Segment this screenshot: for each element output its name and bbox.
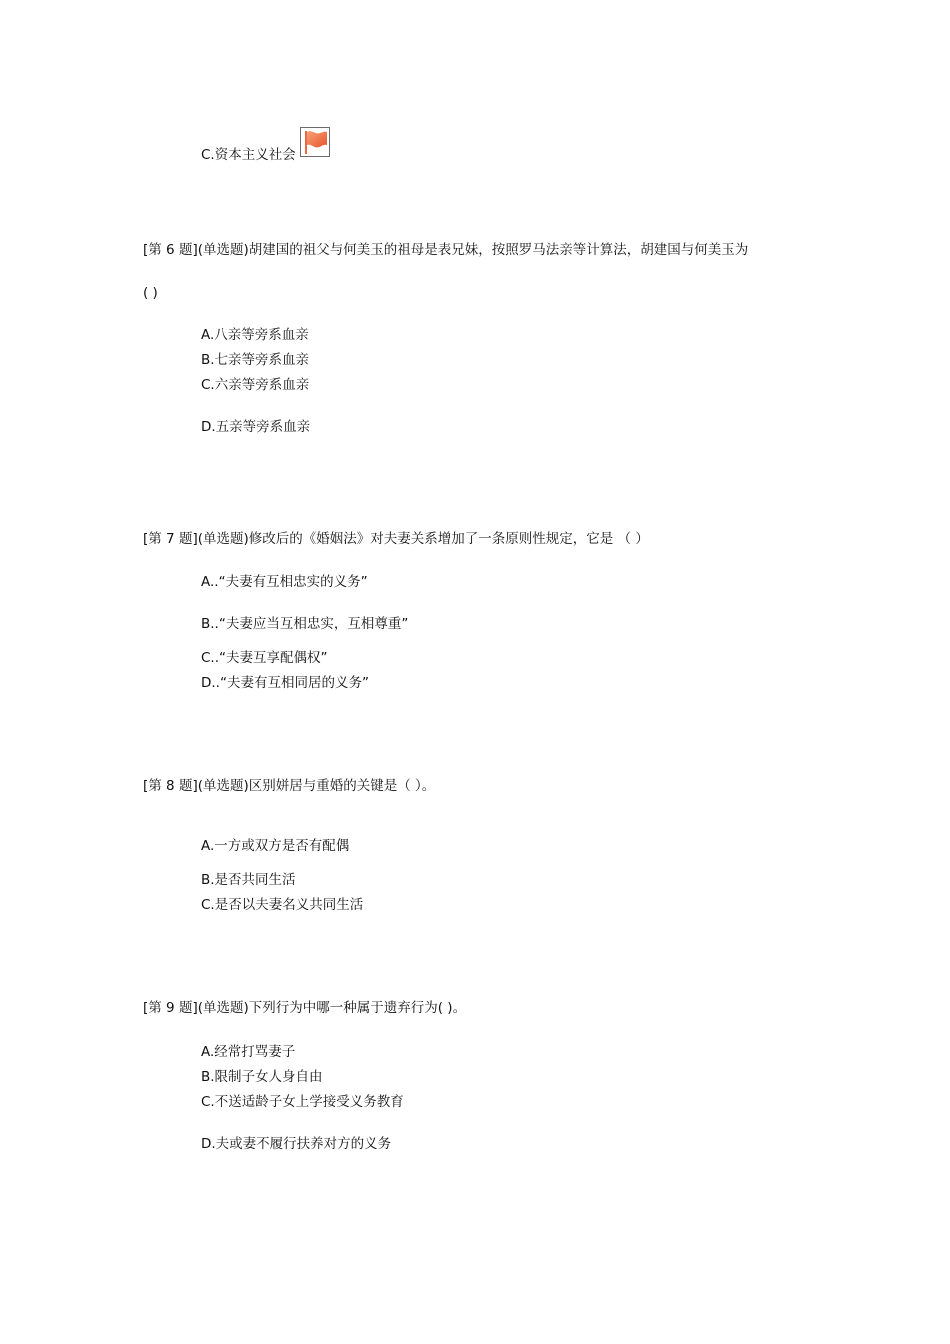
question-8-stem: [第 8 题](单选题)区别姘居与重婚的关键是（ ）。	[143, 778, 436, 794]
question-7-option-c[interactable]: C..“夫妻互享配偶权”	[201, 650, 328, 666]
question-9-option-a[interactable]: A.经常打骂妻子	[201, 1044, 296, 1060]
question-8-option-c[interactable]: C.是否以夫妻名义共同生活	[201, 897, 364, 913]
question-7-option-b[interactable]: B..“夫妻应当互相忠实，互相尊重”	[201, 616, 409, 632]
question-7-option-a[interactable]: A..“夫妻有互相忠实的义务”	[201, 574, 368, 590]
question-7-stem: [第 7 题](单选题)修改后的《婚姻法》对夫妻关系增加了一条原则性规定，它是 （ ）	[143, 531, 649, 547]
question-6-stem: [第 6 题](单选题)胡建国的祖父与何美玉的祖母是表兄妹，按照罗马法亲等计算法，胡建国与何美玉为	[143, 242, 749, 258]
question-6-option-d[interactable]: D.五亲等旁系血亲	[201, 419, 311, 435]
question-9-option-c[interactable]: C.不送适龄子女上学接受义务教育	[201, 1094, 404, 1110]
question-8-option-a[interactable]: A.一方或双方是否有配偶	[201, 838, 350, 854]
question-6-option-c[interactable]: C.六亲等旁系血亲	[201, 377, 310, 393]
question-6-option-a[interactable]: A.八亲等旁系血亲	[201, 327, 309, 343]
question-6-option-b[interactable]: B.七亲等旁系血亲	[201, 352, 310, 368]
flag-icon	[300, 127, 330, 157]
question-6-blank: ( )	[143, 285, 158, 301]
option-c-prev: C.资本主义社会	[201, 147, 296, 163]
question-9-option-b[interactable]: B.限制子女人身自由	[201, 1069, 323, 1085]
question-8-option-b[interactable]: B.是否共同生活	[201, 872, 296, 888]
question-9-option-d[interactable]: D.夫或妻不履行扶养对方的义务	[201, 1136, 392, 1152]
question-9-stem: [第 9 题](单选题)下列行为中哪一种属于遗弃行为( )。	[143, 1000, 467, 1016]
question-7-option-d[interactable]: D..“夫妻有互相同居的义务”	[201, 675, 369, 691]
